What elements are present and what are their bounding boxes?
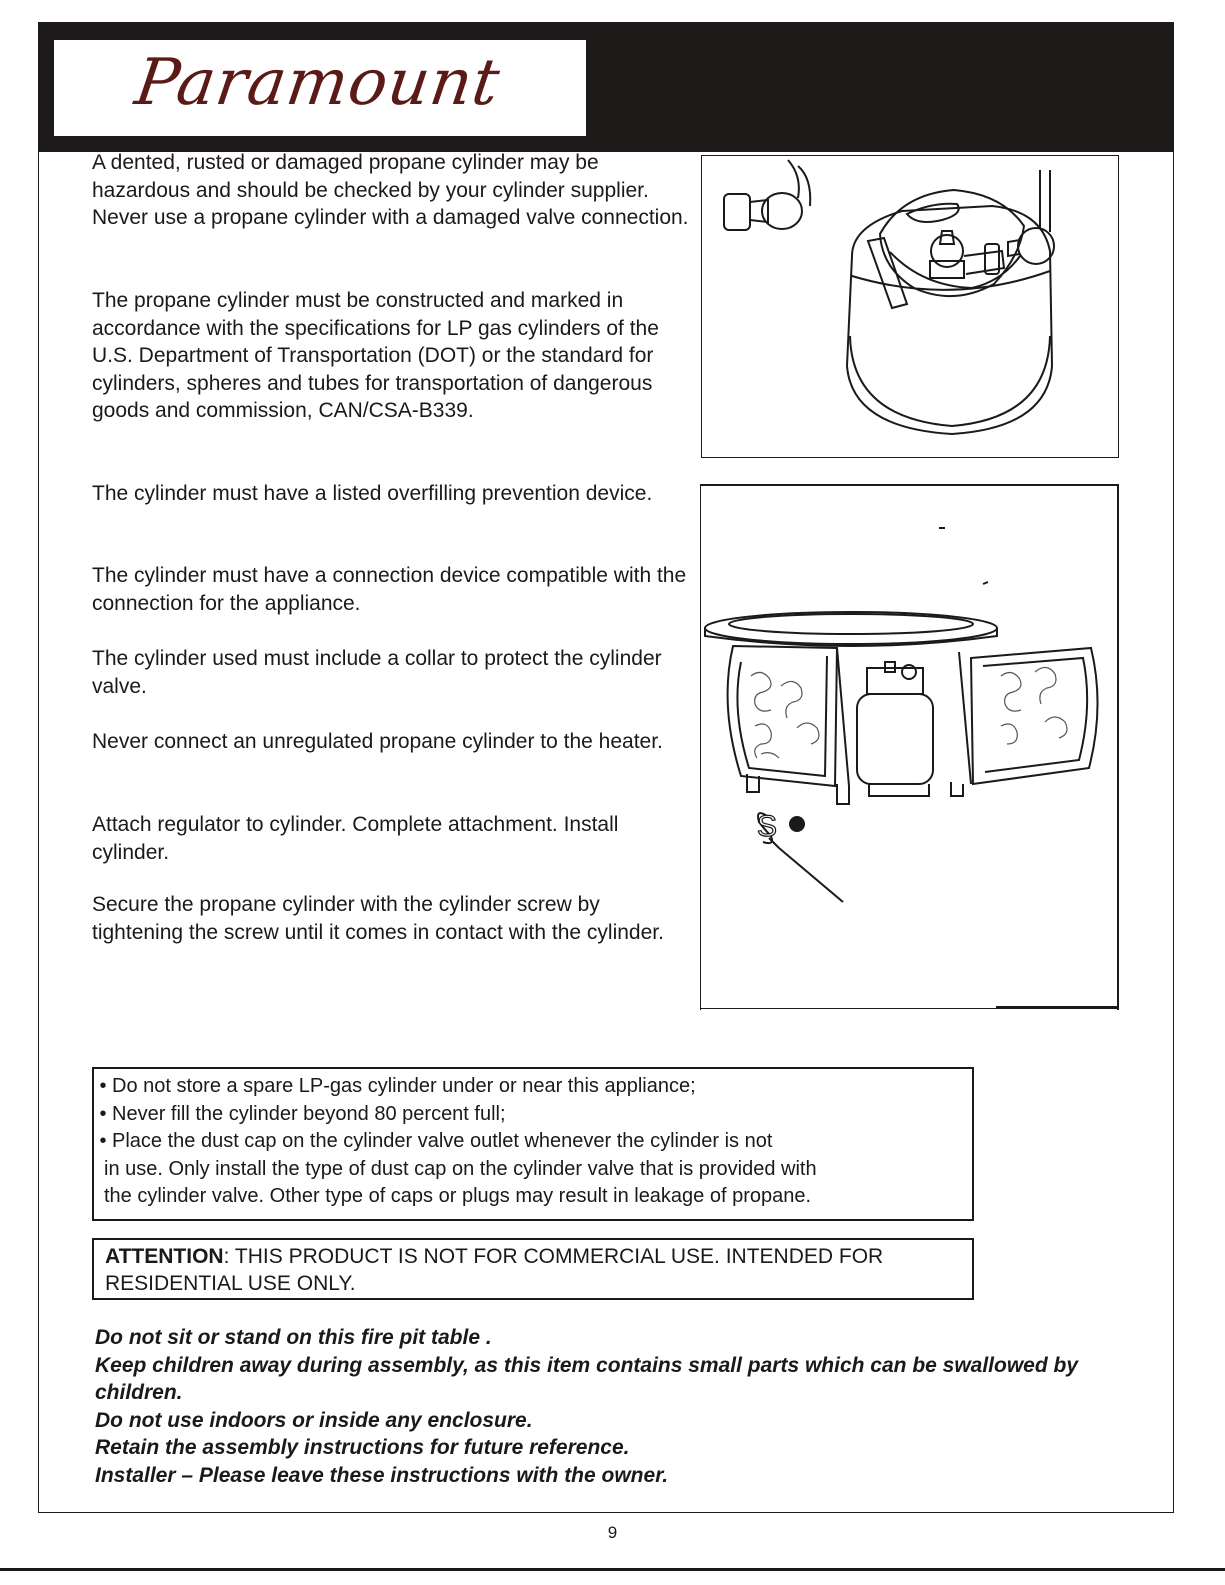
bottom-rule [0,1568,1225,1571]
logo-box [54,40,586,136]
page-number: 9 [607,1523,618,1542]
bullet-icon: • [99,1130,107,1152]
safety-note: Keep children away during assembly, as this item contains small parts which can be swallowed by children. [95,1353,1079,1405]
paragraph-overfill-device: The cylinder must have a listed overfilling prevention device. [92,482,653,505]
brand-logo: Paramount [130,46,505,120]
warnings-box [92,1067,974,1221]
paragraph-secure-cylinder: Secure the propane cylinder with the cylinder screw by tightening the screw until it comes in contact with the cylinder. [92,893,664,944]
safety-note: Retain the assembly instructions for future reference. [95,1436,630,1460]
warning-continuation: the cylinder valve. Other type of caps or plugs may result in leakage of propane. [104,1185,812,1207]
attention-box [92,1238,974,1300]
bullet-icon: • [99,1075,107,1097]
figure-rule-thick [996,1006,1119,1009]
cylinder-screw-marker [789,816,805,832]
part-label-s: S [757,810,778,843]
attention-text: : THIS PRODUCT IS NOT FOR COMMERCIAL USE. INTENDED FOR RESIDENTIAL USE ONLY. [105,1245,884,1295]
fire-pit-illustration [701,486,1117,1008]
warning-line [94,1101,972,1129]
warning-text: Do not store a spare LP-gas cylinder under or near this appliance; [112,1075,696,1097]
regulator-cylinder-figure [701,155,1119,458]
warning-text: Never fill the cylinder beyond 80 percent full; [112,1102,506,1125]
paragraph-cylinder-specs: The propane cylinder must be constructed and marked in accordance with the specifications for LP gas cylinders of the U.S. Department of Transportation (DOT) or the standard for cylinders, spheres and tubes for transportation of dangerous goods and commission, CAN/CSA-B339. [92,289,659,422]
figure-rule [700,1008,996,1009]
warning-line [94,1073,972,1101]
paragraph-damaged-cylinder: A dented, rusted or damaged propane cylinder may be hazardous and should be checked by your cylinder supplier. Never use a propane cylinder with a damaged valve connection. [92,151,689,229]
paragraph-unregulated: Never connect an unregulated propane cylinder to the heater. [92,730,663,753]
paragraph-connection-device: The cylinder must have a connection device compatible with the connection for the appliance. [92,564,687,615]
warning-line [94,1128,972,1156]
bullet-icon: • [99,1102,107,1125]
safety-note: Installer – Please leave these instructions with the owner. [95,1463,669,1487]
warning-text: Place the dust cap on the cylinder valve outlet whenever the cylinder is not [112,1130,773,1152]
regulator-cylinder-illustration [702,156,1118,457]
paragraph-collar: The cylinder used must include a collar to protect the cylinder valve. [92,647,662,698]
warning-continuation: in use. Only install the type of dust cap on the cylinder valve that is provided with [104,1157,817,1180]
paragraph-attach-regulator: Attach regulator to cylinder. Complete attachment. Install cylinder. [92,813,619,864]
safety-note: Do not use indoors or inside any enclosure. [95,1408,533,1432]
attention-label: ATTENTION [105,1245,224,1268]
safety-note: Do not sit or stand on this fire pit table . [95,1326,492,1349]
fire-pit-cylinder-figure [700,484,1119,1010]
safety-notes [95,1324,1095,1490]
